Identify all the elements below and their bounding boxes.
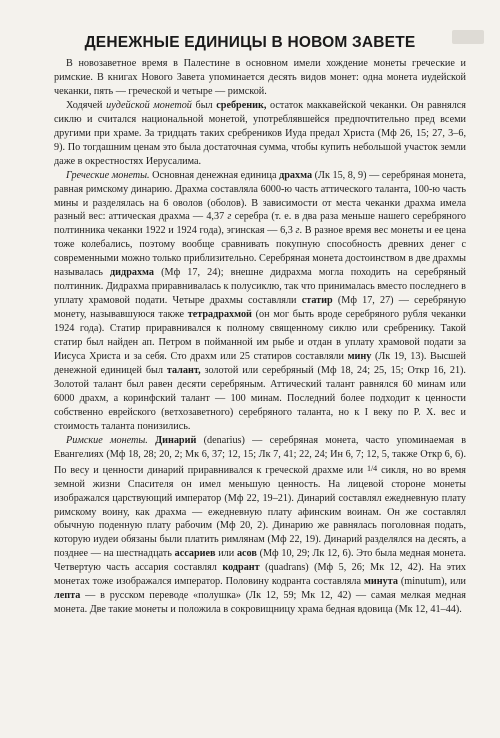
intro-paragraph: В новозаветное время в Палестине в основном имели хождение монеты греческие и римские. В книгах Нового Завета упоминается десять видов монет: одна монета иудейской чеканки, пять — греческой и четыре — римской. — [54, 58, 466, 97]
fraction-quarter: 1/4 — [366, 463, 378, 473]
jewish-coins-paragraph: Ходячей иудейской монетой был сребреник, остаток маккавейской чеканки. Он равнялся сиклю и считался национальной монетой, употреблявшейся предпочтительно пред всеми другими при храме. За тридцать таких сребреников Иуда предал Христа (Мф 26, 15; 27, 3–6, 9). По тогдашним ценам это была достаточная сумма, чтобы купить небольшой участок земли даже в окрестностях Иерусалима. — [54, 99, 466, 167]
roman-coins-paragraph: Римские монеты. Динарий (denarius) — серебряная монета, часто упоминаемая в Евангелиях (Мф 18, 28; 20, 2; Мк 6, 37; 12, 15; Лк 7, 41; 22, 24; Ин 6, 7; 12, 5, также Откр 6, 6). По весу и ценности динарий приравнивался к греческой драхме или 1/4 сикля, но во время земной жизни Спасителя он имел меньшую ценность. На лицевой стороне монеты изображался царствующий император (Мф 22, 19–21). Динарий составлял ежедневную плату римскому воину, как драхма — ежедневную плату афинским воинам. Он же составлял обычную поденную плату рабочим (Мф 20, 2). Динарию же равнялась поголовная подать, которую иудеи обязаны были платить римлянам (Мф 22, 19). Динарий разделялся на десять, а позднее — на шестнадцать ассариев или асов (Мф 10, 29; Лк 12, 6). Это была медная монета. Четвертую часть ассария составлял кодрант (quadrans) (Мф 5, 26; Мк 12, 42). На этих монетах тоже изображался император. Половину кодранта составляла минута (minutum), или лепта — в русском переводе «полушка» (Лк 12, 59; Мк 12, 42) — самая мелкая медная монета. Две такие монеты и положила в сокровищницу храма бедная вдовица (Мк 12, 41–44). — [54, 434, 467, 616]
greek-coins-paragraph: Греческие монеты. Основная денежная единица драхма (Лк 15, 8, 9) — серебряная монета, равная римскому динарию. Драхма составляла 6000-ю часть аттического таланта, 100-ю часть мины и разделялась на 6 оволов (оболов). В зависимости от места чеканки драхма имела разный вес: аттическая драхма — 4,37 г серебра (т. е. в два раза меньше нашего серебряного полтинника чеканки 1922 и 1924 года), эгинская — 6,3 г. В разное время вес монеты и ее цена тоже колебались, поэтому вообще сравнивать покупную способность древних денег с современными можно только приблизительно. Серебряная монета достоинством в две драхмы называлась дидрахма (Мф 17, 24); внешне дидрахма могла походить на серебряный полтинник. Дидрахма приравнивалась к полусиклю, так что принималась вместо последнего в уплату храмовой подати. Четыре драхмы составляли статир (Мф 17, 27) — серебряную монету, называвшуюся также тетрадрахмой (он мог быть вроде серебряного рубля чеканки 1924 года). Статир приравнивался к полному священному сиклю или сребренику. Такой статир был найден ап. Петром в пойманной им рыбе и отдан в уплату храмовой подати за Иисуса Христа и за себя. Сто драхм или 25 статиров составляли мину (Лк 19, 13). Высшей денежной единицей был талант, золотой или серебряный (Мф 18, 24; 25, 15; Откр 16, 21). Золотой талант был равен десяти серебряным. Аттический талант равнялся 60 минам или 6000 драхм, а коринфский талант — 100 минам. Последний более подходит к ценности собственно еврейского (ветхозаветного) серебряного таланта, но к I веку по Р. Х. вес и стоимость таланта понизились. — [54, 169, 467, 432]
article-body — [54, 57, 466, 617]
page-title: ДЕНЕЖНЫЕ ЕДИНИЦЫ В НОВОМ ЗАВЕТЕ — [84, 34, 416, 51]
